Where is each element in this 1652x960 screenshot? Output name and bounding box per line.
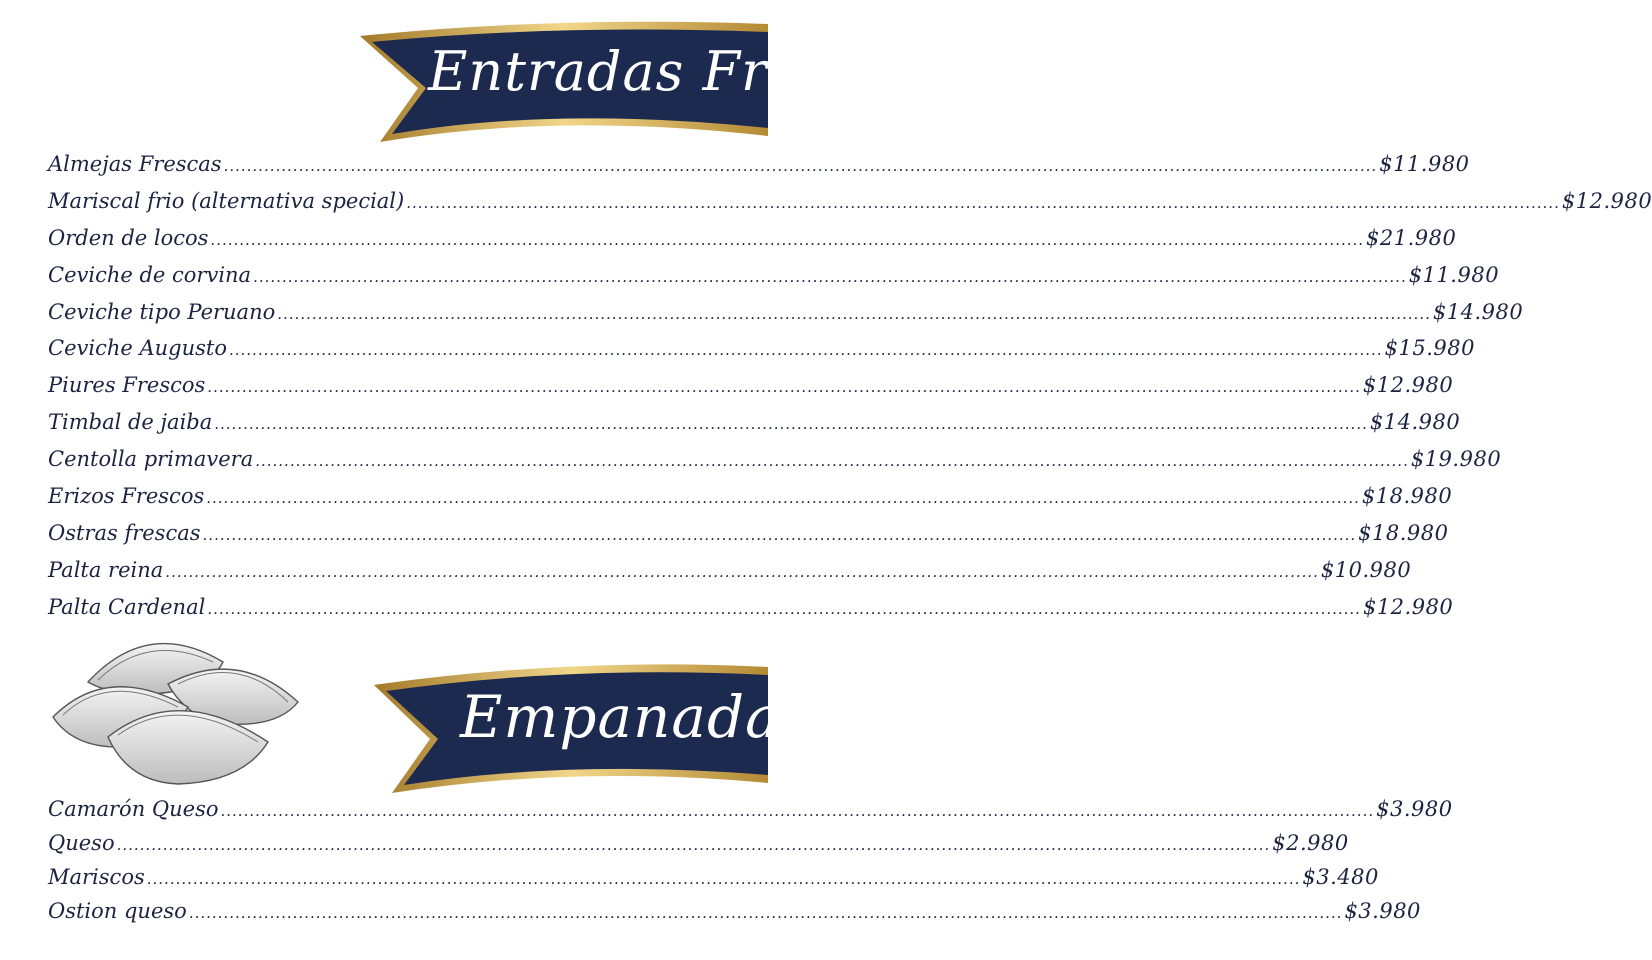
item-price: $3.480 xyxy=(1302,865,1379,889)
empanadas-illustration xyxy=(48,622,308,787)
leader-dots: ........................................................................................................................................................................................................ xyxy=(188,904,1343,922)
item-price: $18.980 xyxy=(1361,484,1453,509)
item-price: $3.980 xyxy=(1344,899,1421,923)
item-name: Palta Cardenal xyxy=(48,594,206,619)
section-title: Entradas Frias xyxy=(428,40,849,103)
list-item xyxy=(48,792,1453,826)
item-name: Erizos Frescos xyxy=(48,484,205,509)
item-price: $14.980 xyxy=(1369,410,1461,435)
item-name: Camarón Queso xyxy=(48,797,219,821)
leader-dots: ........................................................................................................................................................................................................ xyxy=(210,230,1365,249)
list-item xyxy=(48,294,1524,331)
banner-entradas-frias xyxy=(358,14,849,144)
item-name: Orden de locos xyxy=(48,225,209,250)
banner-empanadas xyxy=(372,655,812,795)
item-name: Mariscos xyxy=(48,865,145,889)
list-item xyxy=(48,257,1500,294)
item-name: Ostion queso xyxy=(48,899,187,923)
leader-dots: ........................................................................................................................................................................................................ xyxy=(214,415,1368,434)
item-name: Ceviche tipo Peruano xyxy=(48,299,276,324)
leader-dots: ........................................................................................................................................................................................................ xyxy=(146,870,1301,888)
leader-dots: ........................................................................................................................................................................................................ xyxy=(206,489,1360,508)
item-name: Queso xyxy=(48,831,115,855)
list-item xyxy=(48,894,1421,928)
leader-dots: ........................................................................................................................................................................................................ xyxy=(277,304,1431,323)
leader-dots: ........................................................................................................................................................................................................ xyxy=(207,378,1361,397)
item-price: $3.980 xyxy=(1376,797,1453,821)
list-item xyxy=(48,220,1457,257)
list-item xyxy=(48,330,1475,367)
leader-dots: ........................................................................................................................................................................................................ xyxy=(253,267,1407,286)
leader-dots: ........................................................................................................................................................................................................ xyxy=(255,452,1409,471)
item-price: $19.980 xyxy=(1410,447,1502,472)
leader-dots: ........................................................................................................................................................................................................ xyxy=(228,341,1383,360)
item-price: $21.980 xyxy=(1366,225,1457,250)
list-item xyxy=(48,404,1461,441)
list-item xyxy=(48,552,1412,589)
item-price: $2.980 xyxy=(1272,831,1349,855)
item-name: Timbal de jaiba xyxy=(48,410,213,435)
list-item xyxy=(48,826,1349,860)
list-item xyxy=(48,441,1502,478)
item-price: $11.980 xyxy=(1379,152,1470,176)
item-price: $12.980 xyxy=(1362,594,1454,619)
leader-dots: ........................................................................................................................................................................................................ xyxy=(202,525,1357,544)
item-name: Ceviche Augusto xyxy=(48,336,227,361)
item-name: Mariscal frio (alternativa special) xyxy=(48,188,405,213)
item-name: Ostras frescas xyxy=(48,520,201,545)
leader-dots: ........................................................................................................................................................................................................ xyxy=(223,157,1378,175)
list-item xyxy=(48,367,1454,404)
leader-dots: ........................................................................................................................................................................................................ xyxy=(165,562,1319,581)
list-item xyxy=(48,515,1449,552)
empanada-drawing xyxy=(48,622,308,787)
item-name: Ceviche de corvina xyxy=(48,262,252,287)
list-item xyxy=(48,146,1470,183)
list-item xyxy=(48,589,1454,626)
item-price: $12.980 xyxy=(1362,373,1454,398)
leader-dots: ........................................................................................................................................................................................................ xyxy=(116,836,1271,854)
item-price: $15.980 xyxy=(1384,336,1475,361)
leader-dots: ........................................................................................................................................................................................................ xyxy=(207,599,1361,618)
item-name: Centolla primavera xyxy=(48,447,254,472)
item-name: Piures Frescos xyxy=(48,373,206,398)
entradas-frias-list xyxy=(48,146,1652,626)
section-title: Empanadas xyxy=(460,683,812,751)
leader-dots: ........................................................................................................................................................................................................ xyxy=(406,193,1560,212)
list-item xyxy=(48,860,1379,894)
item-price: $18.980 xyxy=(1358,520,1449,545)
item-price: $10.980 xyxy=(1320,557,1412,582)
item-name: Almejas Frescas xyxy=(48,152,222,176)
item-price: $14.980 xyxy=(1432,299,1524,324)
item-name: Palta reina xyxy=(48,557,164,582)
empanadas-list xyxy=(48,792,1453,928)
leader-dots: ........................................................................................................................................................................................................ xyxy=(220,802,1375,820)
item-price: $11.980 xyxy=(1408,262,1500,287)
list-item xyxy=(48,478,1453,515)
list-item xyxy=(48,183,1652,220)
item-price: $12.980 xyxy=(1561,188,1652,213)
